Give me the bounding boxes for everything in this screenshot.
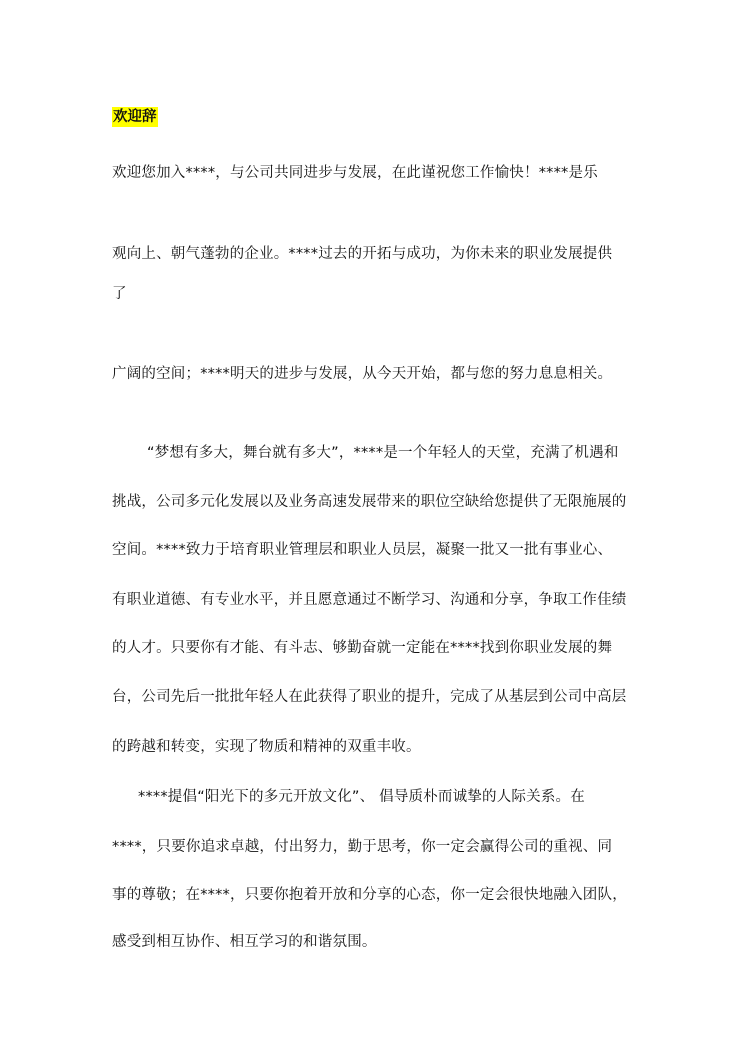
paragraph-1-line: 广阔的空间；****明天的进步与发展，从今天开始，都与您的努力息息相关。	[112, 366, 613, 382]
paragraph-3-line: ****，只要你追求卓越，付出努力，勤于思考，你一定会赢得公司的重视、同	[112, 839, 613, 855]
paragraph-2-line: “梦想有多大，舞台就有多大”，****是一个年轻人的天堂，充满了机遇和	[147, 445, 619, 461]
paragraph-2-line: 空间。****致力于培育职业管理层和职业人员层，凝聚一批又一批有事业心、	[112, 542, 613, 558]
paragraph-3-line: 事的尊敬；在****，只要你抱着开放和分享的心态，你一定会很快地融入团队，	[112, 887, 627, 903]
paragraph-2-line: 挑战，公司多元化发展以及业务高速发展带来的职位空缺给您提供了无限施展的	[112, 494, 627, 510]
paragraph-3-line: 感受到相互协作、相互学习的和谐氛围。	[112, 934, 377, 950]
paragraph-1-line: 了	[112, 286, 127, 302]
paragraph-2-line: 台，公司先后一批批年轻人在此获得了职业的提升，完成了从基层到公司中高层	[112, 689, 627, 705]
paragraph-2-line: 有职业道德、有专业水平，并且愿意通过不断学习、沟通和分享，争取工作佳绩	[112, 592, 627, 608]
paragraph-1-line: 观向上、朝气蓬勃的企业。****过去的开拓与成功，为你未来的职业发展提供	[112, 246, 613, 262]
paragraph-2-line: 的人才。只要你有才能、有斗志、够勤奋就一定能在****找到你职业发展的舞	[112, 640, 613, 656]
paragraph-1-line: 欢迎您加入****，与公司共同进步与发展，在此谨祝您工作愉快！****是乐	[112, 165, 598, 181]
document-title: 欢迎辞	[113, 109, 157, 125]
paragraph-2-line: 的跨越和转变，实现了物质和精神的双重丰收。	[112, 739, 421, 755]
paragraph-3-line: ****提倡“阳光下的多元开放文化”、 倡导质朴而诚挚的人际关系。在	[138, 789, 585, 805]
